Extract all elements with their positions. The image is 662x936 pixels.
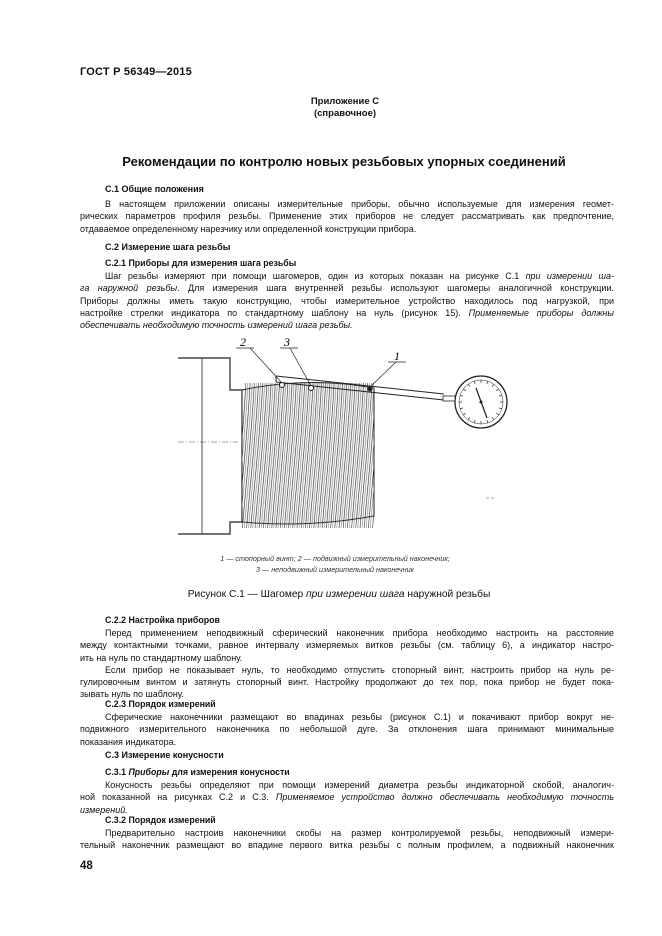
page-number: 48 bbox=[80, 860, 93, 872]
page-title: Рекомендации по контролю новых резьбовых упорных соединений bbox=[122, 154, 566, 169]
thread-line bbox=[385, 380, 397, 528]
text-line: подвижного измерительного наконечника по небольшой дуге. За отклонения шага принимают минимальные bbox=[80, 724, 614, 735]
caption-run: Рисунок С.1 — Шагомер bbox=[187, 589, 306, 600]
text-run: при измерении ша- bbox=[525, 271, 614, 281]
text-line: В настоящем приложении описаны измерительные приборы, обычно используемые для измерения геомет- bbox=[105, 199, 614, 209]
heading-run: Приборы bbox=[128, 767, 170, 777]
section-c3-heading: С.3 Измерение конусности bbox=[105, 750, 224, 760]
document-header: ГОСТ Р 56349—2015 bbox=[80, 66, 192, 78]
text-line: Предварительно настроив наконечники скобы на размер контролируемой резьбы, неподвижный измери- bbox=[105, 828, 614, 838]
section-c23-heading: С.2.3 Порядок измерений bbox=[105, 699, 216, 709]
text-line bbox=[80, 270, 614, 282]
text-line: Приборы должны иметь такую конструкцию, чтобы измерительное устройство находилось под нагрузкой, при bbox=[80, 295, 614, 306]
text-line: тельный наконечник размещают во впадине первого витка резьбы с полным профилем, а подвижный наконечник bbox=[80, 840, 614, 851]
text-run: ной показанной на рисунках С.2 и С.3. bbox=[80, 792, 276, 803]
leader-line-1 bbox=[370, 362, 396, 387]
thread-line bbox=[387, 380, 399, 528]
legend-line: 1 — стопорный винт; 2 — подвижный измерительный наконечник; bbox=[220, 554, 450, 563]
figure-caption bbox=[0, 589, 662, 600]
text-line: отдаваемое определенному нарезчику или определенной конструкции прибора. bbox=[80, 223, 417, 234]
text-line: Перед применением неподвижный сферический наконечник прибора необходимо настроить на расстояние bbox=[105, 628, 614, 638]
text-line: обеспечивать необходимую точность измерений шага резьбы. bbox=[80, 320, 353, 331]
caption-run: наружной резьбы bbox=[404, 589, 491, 600]
section-c21-heading: С.2.1 Приборы для измерения шага резьбы bbox=[105, 258, 297, 268]
section-c1-text bbox=[80, 198, 614, 235]
figure-legend bbox=[0, 553, 662, 575]
thread-line bbox=[377, 380, 389, 528]
text-line: измерений. bbox=[80, 804, 128, 815]
text-run: . Для измерения шага внутренней резьбы используют шагомеры аналогичной конструкции. bbox=[177, 283, 614, 294]
movable-tip bbox=[280, 383, 285, 388]
text-line: рических параметров профиля резьбы. Применение этих приборов не следует рассматривать как предпочтение, bbox=[80, 211, 614, 222]
text-line: Сферические наконечники размещают во впадинах резьбы (рисунок С.1) и покачивают прибор вокруг не- bbox=[105, 712, 614, 722]
section-c31-text bbox=[80, 779, 614, 816]
section-c31-heading bbox=[105, 767, 290, 777]
caption-run: при измерении шага bbox=[306, 589, 405, 600]
text-line: зывать нуль по шаблону. bbox=[80, 689, 184, 700]
text-line: Если прибор не показывает нуль, то необходимо отпустить стопорный винт, настроить прибор на нуль ре- bbox=[105, 664, 614, 675]
text-line: между контактными точками, равное интервалу измеряемых витков резьбы (см. таблицу 6), а индикатор настро- bbox=[80, 640, 614, 651]
annex-title: Приложение С bbox=[310, 96, 380, 107]
section-c1-heading: С.1 Общие положения bbox=[105, 184, 204, 194]
leader-line-2 bbox=[250, 348, 282, 383]
thread-line bbox=[379, 380, 391, 528]
text-line bbox=[80, 282, 614, 294]
annex-heading bbox=[0, 96, 662, 120]
text-run: га наружной резьбы bbox=[80, 283, 178, 294]
text-line: ить на нуль по стандартному шаблону. bbox=[80, 652, 243, 663]
text-line bbox=[80, 791, 614, 803]
text-run: Применяемые приборы должны bbox=[468, 307, 614, 318]
text-line: гулировочным винтом и затянуть стопорный винт. Настройку продолжают до тех пор, пока прибор не будет пока- bbox=[80, 677, 614, 688]
text-line: показания индикатора. bbox=[80, 736, 177, 747]
section-c32-text bbox=[80, 827, 614, 852]
thread-line bbox=[381, 380, 393, 528]
callout-3: 3 bbox=[284, 338, 290, 349]
text-run: Применяемое устройство должно обеспечивать необходимую точность bbox=[275, 792, 615, 803]
text-line: Конусность резьбы определяют при помощи измерений диаметра резьбы индикаторной скобой, аналогич- bbox=[105, 780, 614, 790]
locking-screw bbox=[368, 387, 373, 392]
legend-line: 3 — неподвижный измерительный наконечник bbox=[256, 565, 414, 574]
section-c23-text bbox=[80, 711, 614, 748]
pitch-gauge-figure bbox=[178, 338, 508, 538]
section-c22-text bbox=[80, 627, 614, 701]
callout-2: 2 bbox=[240, 338, 246, 349]
text-line bbox=[80, 307, 614, 319]
section-c32-heading: С.3.2 Порядок измерений bbox=[105, 815, 216, 825]
heading-run: С.3.1 bbox=[105, 767, 129, 777]
annex-subtitle: (справочное) bbox=[313, 108, 377, 119]
thread-body bbox=[234, 380, 399, 528]
dial-indicator bbox=[443, 376, 507, 428]
heading-run: для измерения конусности bbox=[169, 767, 290, 777]
section-c21-text bbox=[80, 270, 614, 331]
section-c2-heading: С.2 Измерение шага резьбы bbox=[105, 242, 231, 252]
text-run: Шаг резьбы измеряют при помощи шагомеров, один из которых показан на рисунке С.1 bbox=[105, 271, 526, 281]
thread-line bbox=[383, 380, 395, 528]
callout-1: 1 bbox=[394, 349, 400, 363]
section-c22-heading: С.2.2 Настройка приборов bbox=[105, 615, 220, 625]
thread-line bbox=[375, 380, 387, 528]
pipe-wall bbox=[178, 358, 242, 534]
leader-line-3 bbox=[290, 348, 311, 386]
text-run: настройке стрелки индикатора по стандартному шаблону на нуль (рисунок 15). bbox=[80, 307, 469, 318]
fixed-tip bbox=[309, 386, 314, 391]
